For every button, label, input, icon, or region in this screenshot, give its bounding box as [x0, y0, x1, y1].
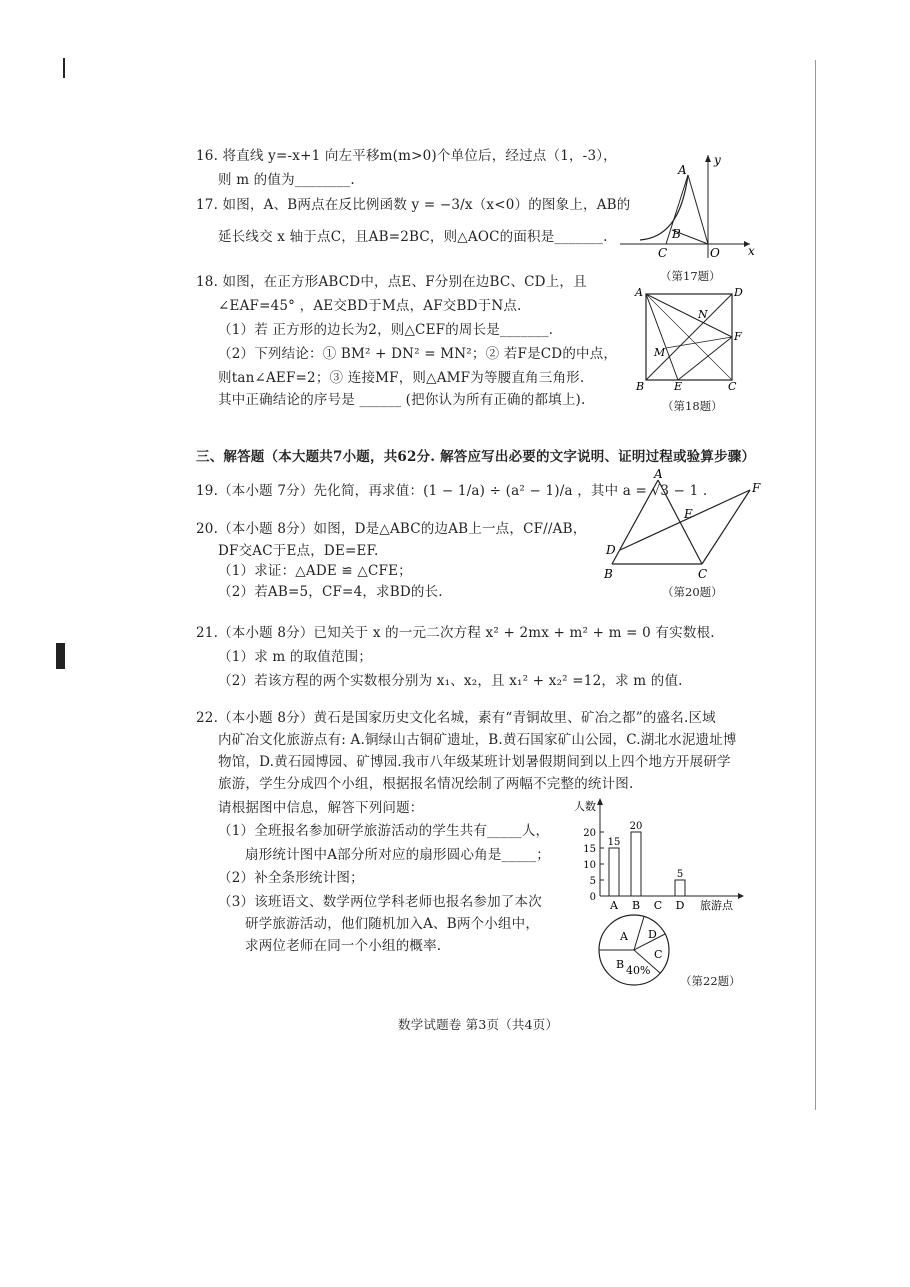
- pie-slice-b-percent: 40%: [626, 964, 651, 977]
- scan-mark-top-left: [63, 58, 65, 78]
- q16-line1: 16. 将直线 y=-x+1 向左平移m(m>0)个单位后，经过点（1，-3），: [196, 148, 617, 164]
- bar-value-label: 20: [629, 821, 643, 832]
- q22-bar-chart: [566, 796, 756, 914]
- q17-label-b: B: [672, 227, 681, 241]
- q18-label-e: E: [674, 380, 683, 393]
- q22-line6: （1）全班报名参加研学旅游活动的学生共有_____人，: [218, 823, 550, 839]
- q18-figure: [630, 282, 750, 394]
- bar-chart-xlabel: 旅游点: [700, 899, 733, 912]
- q20-line4: （2）若AB=5，CF=4，求BD的长.: [218, 584, 443, 600]
- bar-chart-ylabel: 人数: [574, 800, 596, 813]
- pie-slice-b: B: [616, 958, 625, 971]
- pie-slice-a: A: [620, 930, 628, 943]
- bar-y-tick-label: 15: [583, 844, 596, 855]
- q17-label-x: x: [748, 244, 755, 258]
- bar-y-tick-label: 20: [583, 828, 596, 839]
- bar-b: [631, 832, 641, 896]
- q22-line7: 扇形统计图中A部分所对应的扇形圆心角是_____；: [245, 847, 550, 863]
- q18-line1: 18. 如图，在正方形ABCD中，点E、F分别在边BC、CD上，且: [196, 274, 587, 290]
- bar-x-tick-label: B: [631, 899, 641, 912]
- q17-figure: [620, 150, 760, 260]
- q20-label-e: E: [684, 507, 693, 521]
- q22-line2: 内矿冶文化旅游点有: A.铜绿山古铜矿遗址，B.黄石国家矿山公园，C.湖北水泥遗址博: [218, 732, 737, 748]
- pie-slice-c: C: [654, 948, 663, 961]
- q21-line3: （2）若该方程的两个实数根分别为 x₁、x₂，且 x₁² + x₂² =12，求 m 的值.: [218, 673, 683, 689]
- section3-title: 三、解答题（本大题共7小题，共62分. 解答应写出必要的文字说明、证明过程或验算步骤）: [196, 449, 756, 465]
- q18-label-n: N: [698, 308, 708, 321]
- q22-line11: 求两位老师在同一个小组的概率.: [245, 938, 442, 954]
- q18-label-f: F: [734, 330, 742, 343]
- q17-label-o: O: [710, 246, 720, 260]
- q16-line2: 则 m 的值为________.: [218, 172, 355, 188]
- q20-line3: （1）求证：△ADE ≌ △CFE；: [218, 563, 412, 579]
- q17-label-c: C: [658, 246, 668, 260]
- q20-label-c: C: [698, 567, 708, 580]
- q17-label-a: A: [678, 163, 687, 177]
- q22-line10: 研学旅游活动，他们随机加入A、B两个小组中，: [245, 916, 540, 932]
- q17-label-y: y: [714, 153, 721, 167]
- pie-slice-d: D: [648, 928, 657, 941]
- bar-a: [609, 848, 619, 896]
- q18-caption: （第18题）: [662, 399, 723, 413]
- q20-line1: 20.（本小题 8分）如图，D是△ABC的边AB上一点，CF//AB，: [196, 521, 587, 537]
- bar-y-tick-label: 5: [589, 876, 596, 887]
- q17-caption: （第17题）: [660, 269, 721, 283]
- q18-label-c: C: [728, 380, 737, 393]
- page-footer: 数学试题卷 第3页（共4页）: [398, 1017, 559, 1032]
- q18-label-d: D: [734, 286, 743, 299]
- q22-line9: （3）该班语文、数学两位学科老师也报名参加了本次: [218, 894, 542, 910]
- q22-pie-chart: [596, 912, 686, 992]
- bar-value-label: 15: [607, 837, 621, 848]
- q18-line6: 其中正确结论的序号是 ______ (把你认为所有正确的都填上).: [218, 392, 586, 408]
- q17-line2: 延长线交 x 轴于点C，且AB=2BC，则△AOC的面积是_______.: [218, 229, 608, 245]
- bar-y-tick-label: 10: [583, 860, 596, 871]
- q22-line1: 22.（本小题 8分）黄石是国家历史文化名城，素有“青铜故里、矿冶之都”的盛名.区域: [196, 710, 716, 726]
- q22-caption: （第22题）: [680, 974, 741, 988]
- scan-edge-right: [815, 60, 816, 1110]
- bar-x-tick-label: C: [653, 899, 663, 912]
- q20-line2: DF交AC于E点，DE=EF.: [218, 543, 379, 559]
- bar-y-tick-label: 0: [589, 892, 596, 903]
- q20-label-b: B: [604, 567, 613, 580]
- bar-value-label: 5: [676, 869, 684, 880]
- q18-label-b: B: [636, 380, 645, 393]
- bar-y-axis-arrow: [597, 798, 603, 805]
- q20-label-d: D: [606, 543, 616, 557]
- q17-line1: 17. 如图，A、B两点在反比例函数 y = −3/x（x<0）的图象上，AB的: [196, 197, 631, 213]
- bar-x-tick-label: D: [675, 899, 685, 912]
- q20-label-a: A: [654, 468, 663, 481]
- q18-line2: ∠EAF=45° ，AE交BD于M点，AF交BD于N点.: [218, 298, 522, 314]
- q22-line5: 请根据图中信息，解答下列问题：: [218, 800, 424, 816]
- q20-caption: （第20题）: [662, 585, 723, 599]
- q22-line4: 旅游，学生分成四个小组，根据报名情况绘制了两幅不完整的统计图.: [218, 776, 634, 792]
- scan-mark-left-block: [56, 643, 65, 669]
- q18-label-a: A: [635, 286, 643, 299]
- q21-line1: 21.（本小题 8分）已知关于 x 的一元二次方程 x² + 2mx + m² + m = 0 有实数根.: [196, 625, 715, 641]
- q22-line8: （2）补全条形统计图；: [218, 870, 364, 886]
- bar-d: [675, 880, 685, 896]
- bar-x-tick-label: A: [610, 899, 618, 912]
- q18-line4: （2）下列结论：① BM² + DN² = MN²；② 若F是CD的中点，: [218, 346, 618, 362]
- q20-label-f: F: [752, 481, 761, 495]
- q21-line2: （1）求 m 的取值范围；: [218, 649, 373, 665]
- q18-line5: 则tan∠AEF=2；③ 连接MF，则△AMF为等腰直角三角形.: [218, 370, 585, 386]
- q20-figure: [598, 468, 778, 580]
- bar-x-axis-arrow: [738, 893, 744, 899]
- q19-text: 19.（本小题 7分）先化简，再求值：(1 − 1/a) ÷ (a² − 1)/a ，其中 a = √3 − 1 .: [196, 483, 708, 499]
- q22-line3: 物馆，D.黄石园博园、矿博园.我市八年级某班计划暑假期间到以上四个地方开展研学: [218, 754, 731, 770]
- q18-label-m: M: [654, 346, 666, 359]
- q18-line3: （1）若 正方形的边长为2，则△CEF的周长是_______.: [218, 322, 554, 338]
